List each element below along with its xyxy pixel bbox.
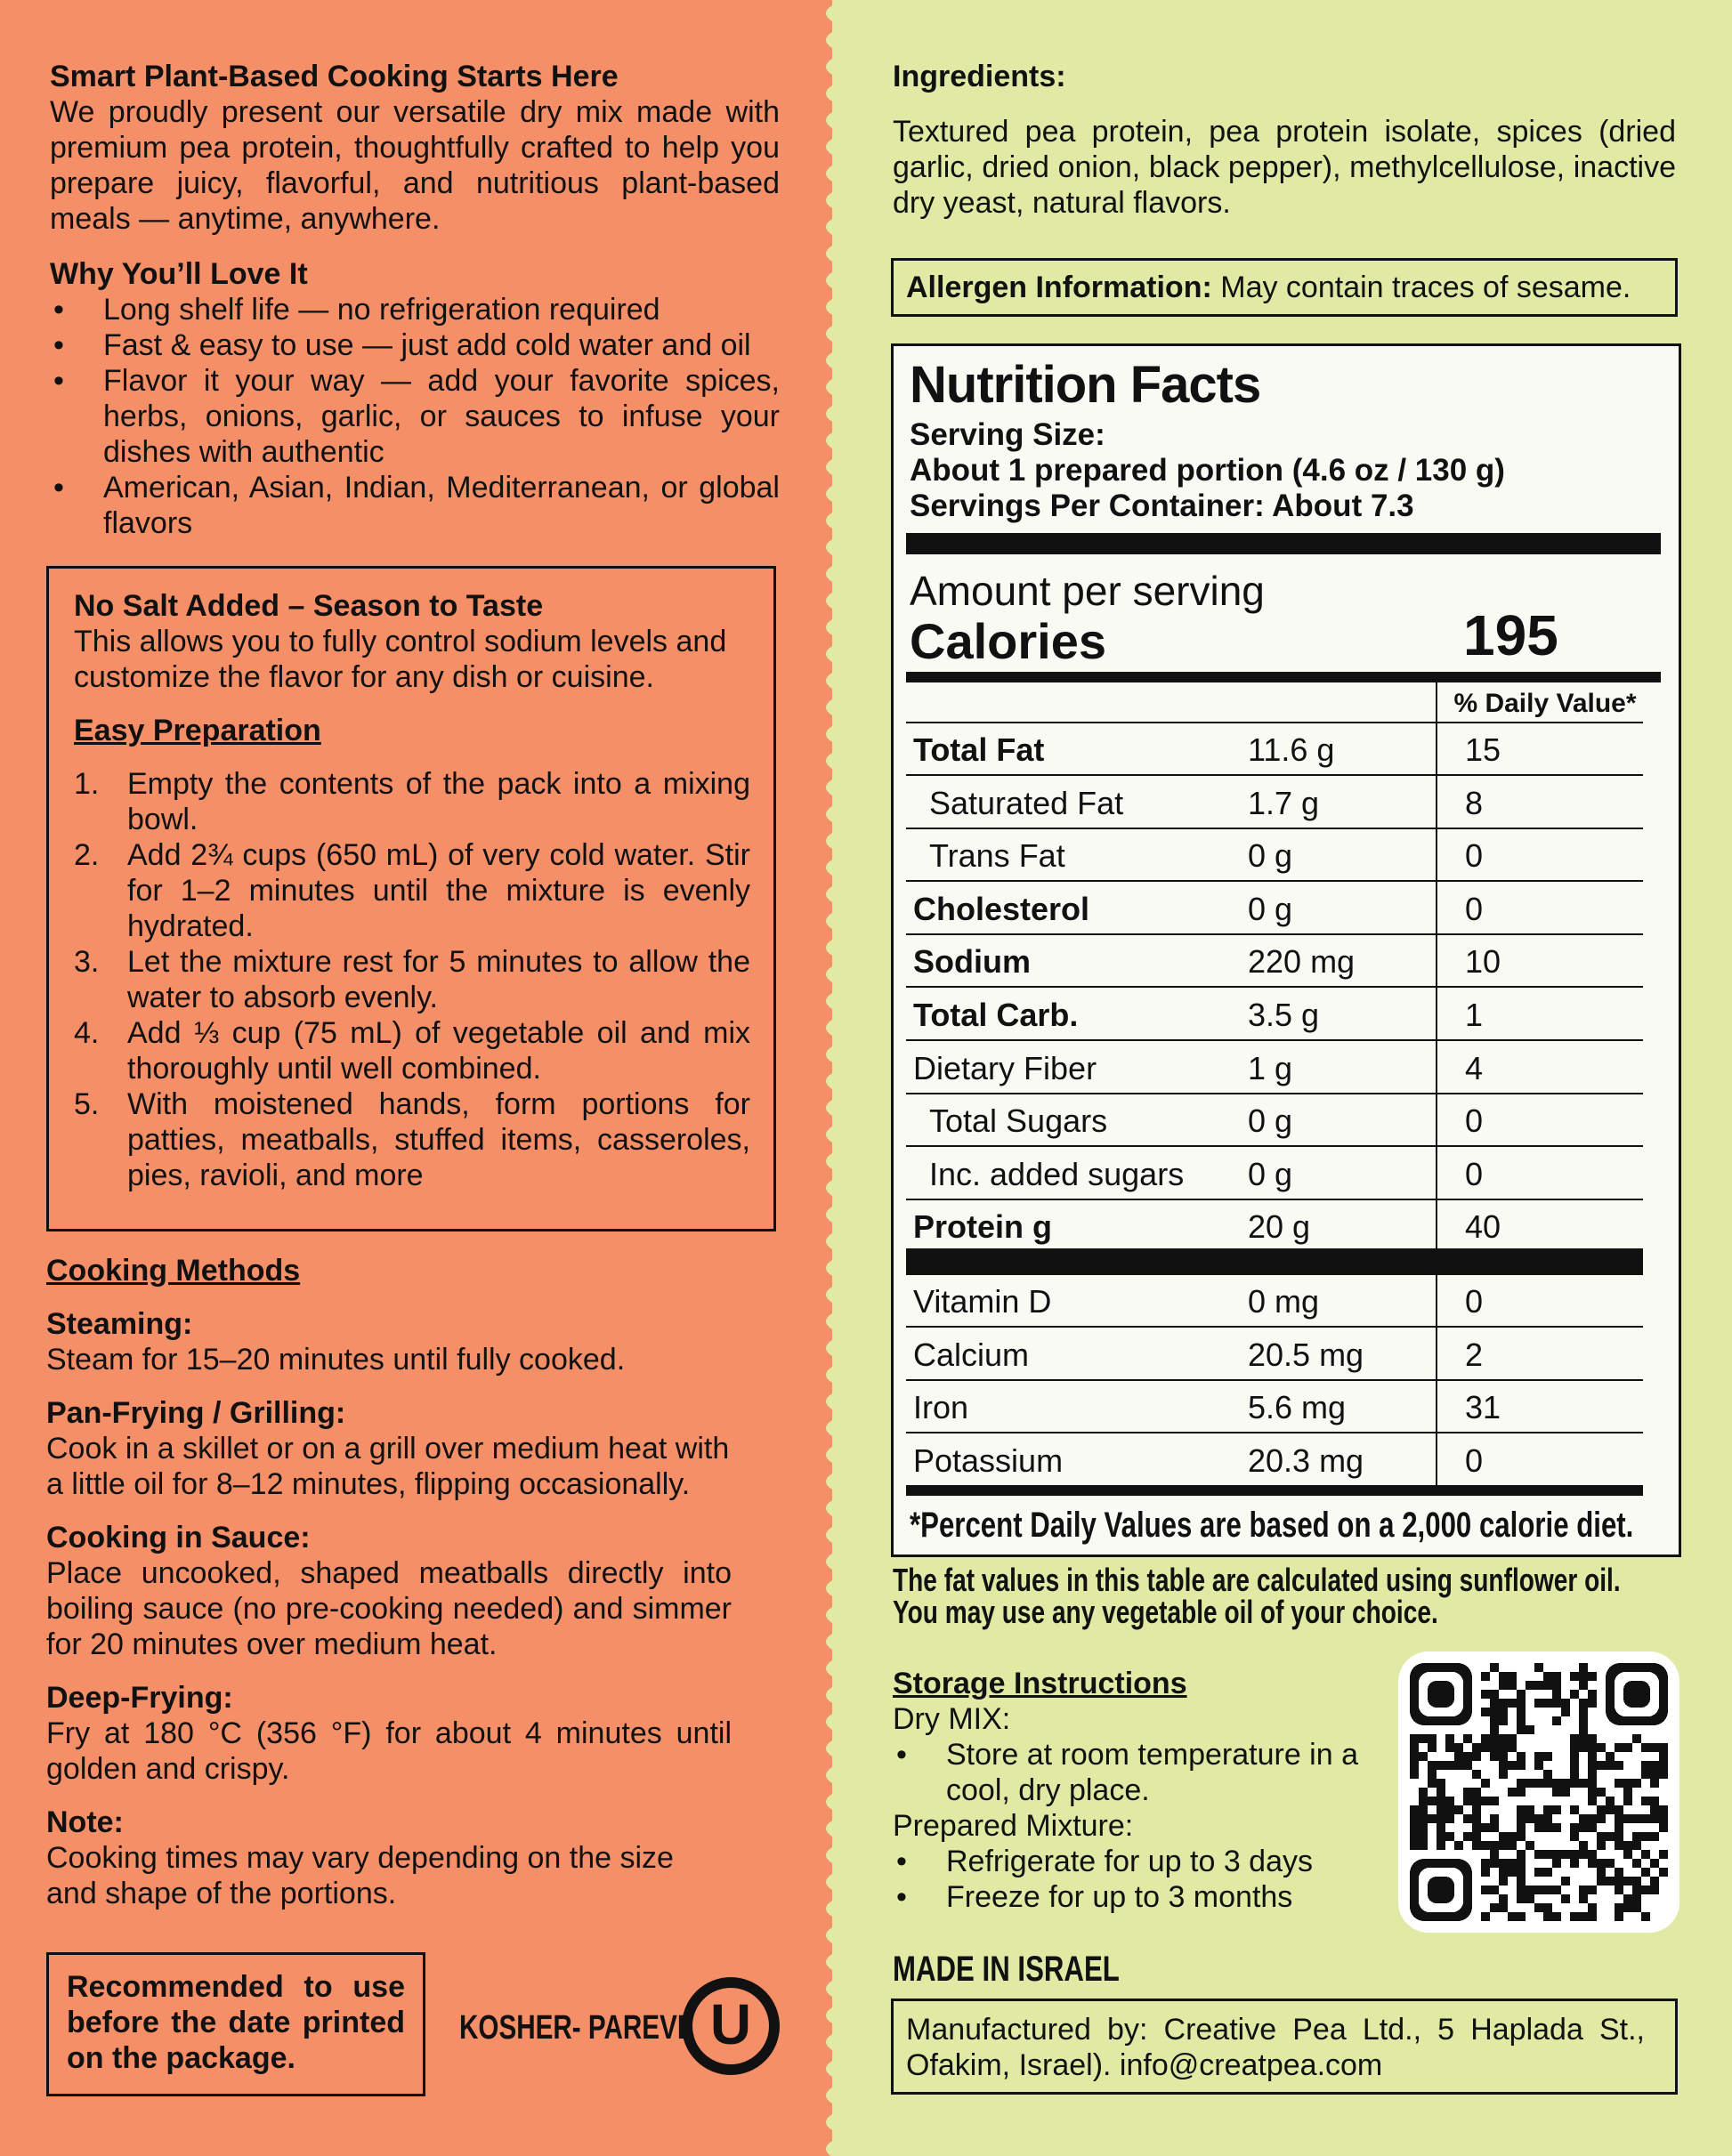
left-panel xyxy=(0,0,832,2156)
nutrient-amount: 11.6 g xyxy=(1248,731,1335,768)
daily-value-header: % Daily Value* xyxy=(1453,689,1637,718)
method-title: Steaming: xyxy=(46,1307,193,1341)
list-item: • Freeze for up to 3 months xyxy=(893,1879,1391,1915)
list-item: 5. With moistened hands, form portions for patties, meatballs, stuffed items, casseroles, pies, ravioli, and more xyxy=(74,1087,750,1192)
cooking-methods-heading: Cooking Methods xyxy=(46,1254,301,1288)
storage-heading: Storage Instructions xyxy=(893,1667,1187,1700)
list-item: • Store at room temperature in a cool, dry place. xyxy=(893,1737,1391,1808)
nutrient-name: Saturated Fat xyxy=(929,784,1124,821)
nutrient-daily-value: 40 xyxy=(1465,1208,1501,1246)
made-in-israel: MADE IN ISRAEL xyxy=(893,1950,1120,1989)
kosher-label: KOSHER- PAREVE xyxy=(459,2009,695,2047)
nutrient-row xyxy=(906,1042,1643,1094)
nutrient-name: Inc. added sugars xyxy=(929,1155,1185,1192)
nutrition-title: Nutrition Facts xyxy=(910,356,1261,414)
nutrient-row xyxy=(906,829,1643,882)
nutrient-amount: 1 g xyxy=(1248,1049,1293,1086)
nutrition-footnote: *Percent Daily Values are based on a 2,000 calorie diet. xyxy=(910,1506,1634,1545)
fat-note: The fat values in this table are calculated using sunflower oil. You may use any vegetable oil of your choice. xyxy=(893,1562,1621,1630)
nutrient-daily-value: 0 xyxy=(1465,890,1484,927)
list-item: • Flavor it your way — add your favorite spices, herbs, onions, garlic, or sauces to infuse your dishes with authentic xyxy=(50,363,780,470)
medium-divider xyxy=(906,672,1661,682)
intro-section xyxy=(50,59,780,237)
method-deep-frying xyxy=(46,1680,732,1787)
nutrient-daily-value: 0 xyxy=(1465,1441,1484,1479)
method-text: Fry at 180 °C (356 °F) for about 4 minutes until golden and crispy. xyxy=(46,1716,732,1786)
list-item: 3. Let the mixture rest for 5 minutes to allow the water to absorb evenly. xyxy=(74,945,750,1014)
nutrient-daily-value: 1 xyxy=(1465,997,1484,1033)
serving-size-label: Serving Size: xyxy=(910,417,1105,452)
qr-code-icon[interactable] xyxy=(1398,1651,1679,1933)
nutrient-daily-value: 0 xyxy=(1465,1155,1484,1192)
nutrient-name: Total Carb. xyxy=(913,997,1079,1033)
nutrient-amount: 0 mg xyxy=(1248,1283,1320,1320)
recommendation-text: Recommended to use before the date printed on the package. xyxy=(67,1970,405,2075)
prepared-mixture-list xyxy=(893,1844,1391,1915)
ingredients-text: Textured pea protein, pea protein isolate, spices (dried garlic, dried onion, black pepper), methylcellulose, inactive dry yeast, natural flavors. xyxy=(893,115,1676,220)
method-title: Cooking in Sauce: xyxy=(46,1521,311,1554)
nutrient-row xyxy=(906,1094,1643,1147)
nutrient-amount: 0 g xyxy=(1248,1102,1293,1140)
nutrient-amount: 1.7 g xyxy=(1248,784,1320,821)
method-steaming xyxy=(46,1306,732,1377)
nutrient-row xyxy=(906,777,1643,829)
intro-heading: Smart Plant-Based Cooking Starts Here xyxy=(50,60,619,93)
nutrient-name: Sodium xyxy=(913,943,1031,981)
cooking-methods-section xyxy=(46,1253,732,1911)
nutrient-row xyxy=(906,1148,1643,1200)
nutrition-facts-panel xyxy=(891,343,1681,1557)
why-section xyxy=(50,256,780,541)
serving-size: About 1 prepared portion (4.6 oz / 130 g) xyxy=(910,453,1505,488)
allergen-text: May contain traces of sesame. xyxy=(1220,271,1631,304)
nutrient-row xyxy=(906,883,1643,935)
kosher-u-symbol-icon: U xyxy=(682,1977,780,2075)
nutrient-name: Cholesterol xyxy=(913,890,1090,927)
right-panel xyxy=(832,0,1732,2156)
list-item: • American, Asian, Indian, Mediterranean, or global flavors xyxy=(50,470,780,541)
nutrient-row xyxy=(906,723,1643,776)
nutrient-name: Potassium xyxy=(913,1441,1064,1479)
calories-value: 195 xyxy=(1463,603,1558,667)
no-salt-heading: No Salt Added – Season to Taste xyxy=(74,589,544,623)
nutrient-amount: 20.3 mg xyxy=(1248,1441,1364,1479)
method-text: Place uncooked, shaped meatballs directly into boiling sauce (no pre-cooking needed) and simmer for 20 minutes over medium heat. xyxy=(46,1556,732,1661)
method-sauce xyxy=(46,1520,732,1662)
nutrient-name: Total Fat xyxy=(913,731,1045,768)
method-title: Note: xyxy=(46,1805,124,1839)
nutrient-daily-value: 0 xyxy=(1465,1102,1484,1140)
nutrient-name: Calcium xyxy=(913,1336,1030,1373)
nutrient-daily-value: 4 xyxy=(1465,1049,1484,1086)
list-item: • Fast & easy to use — just add cold water and oil xyxy=(50,327,780,363)
nutrient-row xyxy=(906,989,1643,1041)
no-salt-text: This allows you to fully control sodium levels and customize the flavor for any dish or cuisine. xyxy=(74,625,727,694)
list-item: 1. Empty the contents of the pack into a mixing bowl. xyxy=(74,767,750,836)
storage-section xyxy=(893,1666,1391,1915)
method-text: Cooking times may vary depending on the size and shape of the portions. xyxy=(46,1841,674,1910)
nutrient-row xyxy=(906,1434,1643,1487)
nutrient-row xyxy=(906,1200,1643,1253)
preparation-steps xyxy=(74,766,750,1193)
nutrient-name: Trans Fat xyxy=(929,837,1065,875)
nutrient-amount: 220 mg xyxy=(1248,943,1356,981)
prepared-mixture-label: Prepared Mixture: xyxy=(893,1809,1134,1843)
nutrient-name: Dietary Fiber xyxy=(913,1049,1097,1086)
list-item: • Refrigerate for up to 3 days xyxy=(893,1844,1391,1879)
nutrient-daily-value: 0 xyxy=(1465,1283,1484,1320)
preparation-heading: Easy Preparation xyxy=(74,714,321,747)
nutrient-amount: 0 g xyxy=(1248,1155,1293,1192)
ingredients-heading: Ingredients: xyxy=(893,60,1066,93)
list-item: • Long shelf life — no refrigeration required xyxy=(50,292,780,327)
intro-text: We proudly present our versatile dry mix made with premium pea protein, thoughtfully crafted to help you prepare juicy, flavorful, and nutritious plant-based meals — anytime, anywhere. xyxy=(50,95,780,236)
nutrient-amount: 0 g xyxy=(1248,890,1293,927)
allergen-box xyxy=(891,258,1678,317)
nutrient-name: Protein g xyxy=(913,1208,1053,1246)
method-note xyxy=(46,1805,732,1911)
nutrient-name: Total Sugars xyxy=(929,1102,1108,1140)
recommendation-box xyxy=(46,1952,425,2096)
nutrient-name: Vitamin D xyxy=(913,1283,1052,1320)
nutrient-row xyxy=(906,1275,1643,1328)
nutrient-name: Iron xyxy=(913,1389,969,1426)
method-title: Deep-Frying: xyxy=(46,1681,233,1715)
thick-divider xyxy=(906,533,1661,554)
nutrient-row xyxy=(906,935,1643,988)
nutrient-daily-value: 8 xyxy=(1465,784,1484,821)
manufacturer-text: Manufactured by: Creative Pea Ltd., 5 Haplada St., Ofakim, Israel). info@creatpea.com xyxy=(906,2013,1645,2082)
preparation-box xyxy=(46,566,776,1231)
servings-per-container: Servings Per Container: About 7.3 xyxy=(910,489,1414,523)
nutrient-amount: 5.6 mg xyxy=(1248,1389,1347,1426)
nutrient-row xyxy=(906,1328,1643,1381)
thick-divider xyxy=(906,1248,1643,1275)
list-item: 2. Add 2¾ cups (650 mL) of very cold water. Stir for 1–2 minutes until the mixture is evenly hydrated. xyxy=(74,838,750,943)
nutrient-daily-value: 2 xyxy=(1465,1336,1484,1373)
method-text: Steam for 15–20 minutes until fully cooked. xyxy=(46,1343,626,1377)
nutrient-daily-value: 0 xyxy=(1465,837,1484,875)
why-list xyxy=(50,292,780,541)
medium-divider xyxy=(906,1485,1643,1496)
list-item: 4. Add ⅓ cup (75 mL) of vegetable oil and mix thoroughly until well combined. xyxy=(74,1016,750,1086)
dry-mix-label: Dry MIX: xyxy=(893,1702,1011,1736)
nutrient-daily-value: 15 xyxy=(1465,731,1501,768)
nutrient-amount: 20 g xyxy=(1248,1208,1311,1246)
manufacturer-box xyxy=(891,1999,1678,2095)
nutrient-daily-value: 31 xyxy=(1465,1389,1501,1426)
nutrient-daily-value: 10 xyxy=(1465,943,1501,981)
method-title: Pan-Frying / Grilling: xyxy=(46,1396,346,1430)
method-text: Cook in a skillet or on a grill over medium heat with a little oil for 8–12 minutes, flipping occasionally. xyxy=(46,1432,730,1501)
calories-label: Calories xyxy=(910,613,1106,669)
allergen-label: Allergen Information: xyxy=(906,271,1212,304)
dry-mix-list xyxy=(893,1737,1391,1808)
nutrient-amount: 20.5 mg xyxy=(1248,1336,1364,1373)
method-pan-frying xyxy=(46,1395,732,1502)
why-heading: Why You’ll Love It xyxy=(50,257,308,291)
nutrient-amount: 3.5 g xyxy=(1248,997,1320,1033)
nutrient-amount: 0 g xyxy=(1248,837,1293,875)
nutrient-row xyxy=(906,1381,1643,1433)
amount-per-serving: Amount per serving xyxy=(910,568,1265,614)
